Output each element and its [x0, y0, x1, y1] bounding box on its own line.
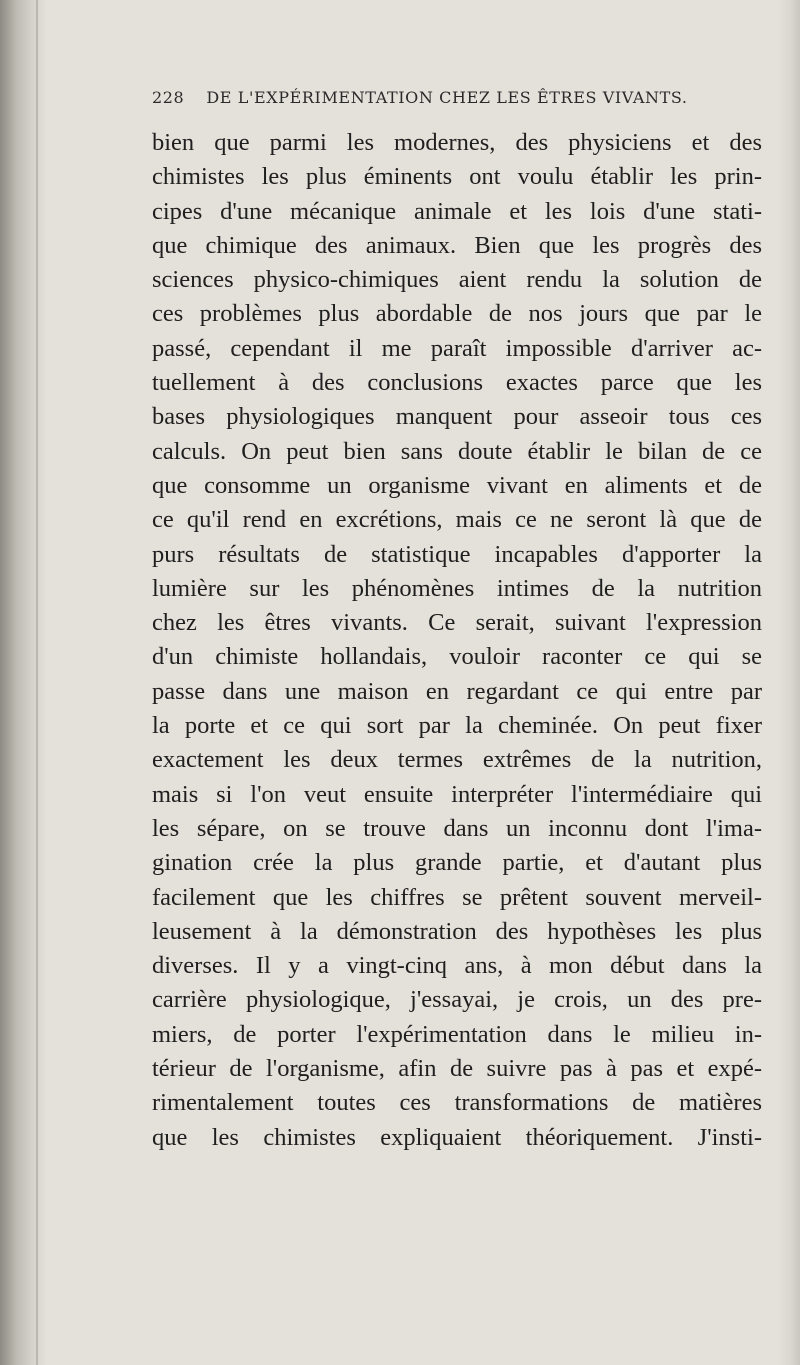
page-number: 228 — [152, 88, 185, 107]
text-line: passé, cependant il me paraît impossible d'arriver ac- — [152, 334, 762, 362]
text-line: calculs. On peut bien sans doute établir le bilan de ce — [152, 437, 762, 465]
text-line: tuellement à des conclusions exactes parce que les — [152, 369, 762, 397]
text-line: bien que parmi les modernes, des physiciens et des — [152, 129, 762, 156]
text-line: que consomme un organisme vivant en aliments et de — [152, 471, 762, 499]
text-line: rimentalement toutes ces transformations de matières — [152, 1089, 762, 1117]
text-line: leusement à la démonstration des hypothèses les plus — [152, 917, 762, 945]
binding-gutter — [0, 0, 48, 1365]
text-line: que chimique des animaux. Bien que les progrès des — [152, 231, 762, 259]
text-line: ces problèmes plus abordable de nos jours que par le — [152, 300, 762, 328]
text-line: diverses. Il y a vingt-cinq ans, à mon début dans la — [152, 952, 762, 980]
text-line: lumière sur les phénomènes intimes de la nutrition — [152, 574, 762, 602]
text-line: les sépare, on se trouve dans un inconnu dont l'ima- — [152, 814, 762, 842]
text-line: la porte et ce qui sort par la cheminée. On peut fixer — [152, 712, 762, 740]
body-text — [152, 126, 762, 1155]
text-line: térieur de l'organisme, afin de suivre pas à pas et expé- — [152, 1055, 762, 1083]
page-edge — [778, 0, 800, 1365]
text-line: chez les êtres vivants. Ce serait, suivant l'expression — [152, 609, 762, 637]
text-line: chimistes les plus éminents ont voulu établir les prin- — [152, 163, 762, 191]
text-line: cipes d'une mécanique animale et les lois d'une stati- — [152, 197, 762, 225]
running-title: DE L'EXPÉRIMENTATION CHEZ LES ÊTRES VIVANTS. — [206, 88, 688, 107]
text-line: purs résultats de statistique incapables d'apporter la — [152, 540, 762, 568]
text-line: mais si l'on veut ensuite interpréter l'intermédiaire qui — [152, 780, 762, 808]
text-line: gination crée la plus grande partie, et d'autant plus — [152, 849, 762, 877]
binding-edge — [36, 0, 38, 1365]
text-line: miers, de porter l'expérimentation dans le milieu in- — [152, 1020, 762, 1048]
text-line: exactement les deux termes extrêmes de la nutrition, — [152, 746, 762, 774]
text-line: passe dans une maison en regardant ce qui entre par — [152, 677, 762, 705]
text-line: ce qu'il rend en excrétions, mais ce ne seront là que de — [152, 506, 762, 534]
text-line: bases physiologiques manquent pour asseoir tous ces — [152, 403, 762, 431]
text-line: carrière physiologique, j'essayai, je crois, un des pre- — [152, 986, 762, 1014]
text-line: facilement que les chiffres se prêtent souvent merveil- — [152, 883, 762, 911]
text-line: que les chimistes expliquaient théoriquement. J'insti- — [152, 1123, 762, 1151]
text-line: sciences physico-chimiques aient rendu la solution de — [152, 266, 762, 294]
text-line: d'un chimiste hollandais, vouloir raconter ce qui se — [152, 643, 762, 671]
running-header — [152, 88, 712, 116]
